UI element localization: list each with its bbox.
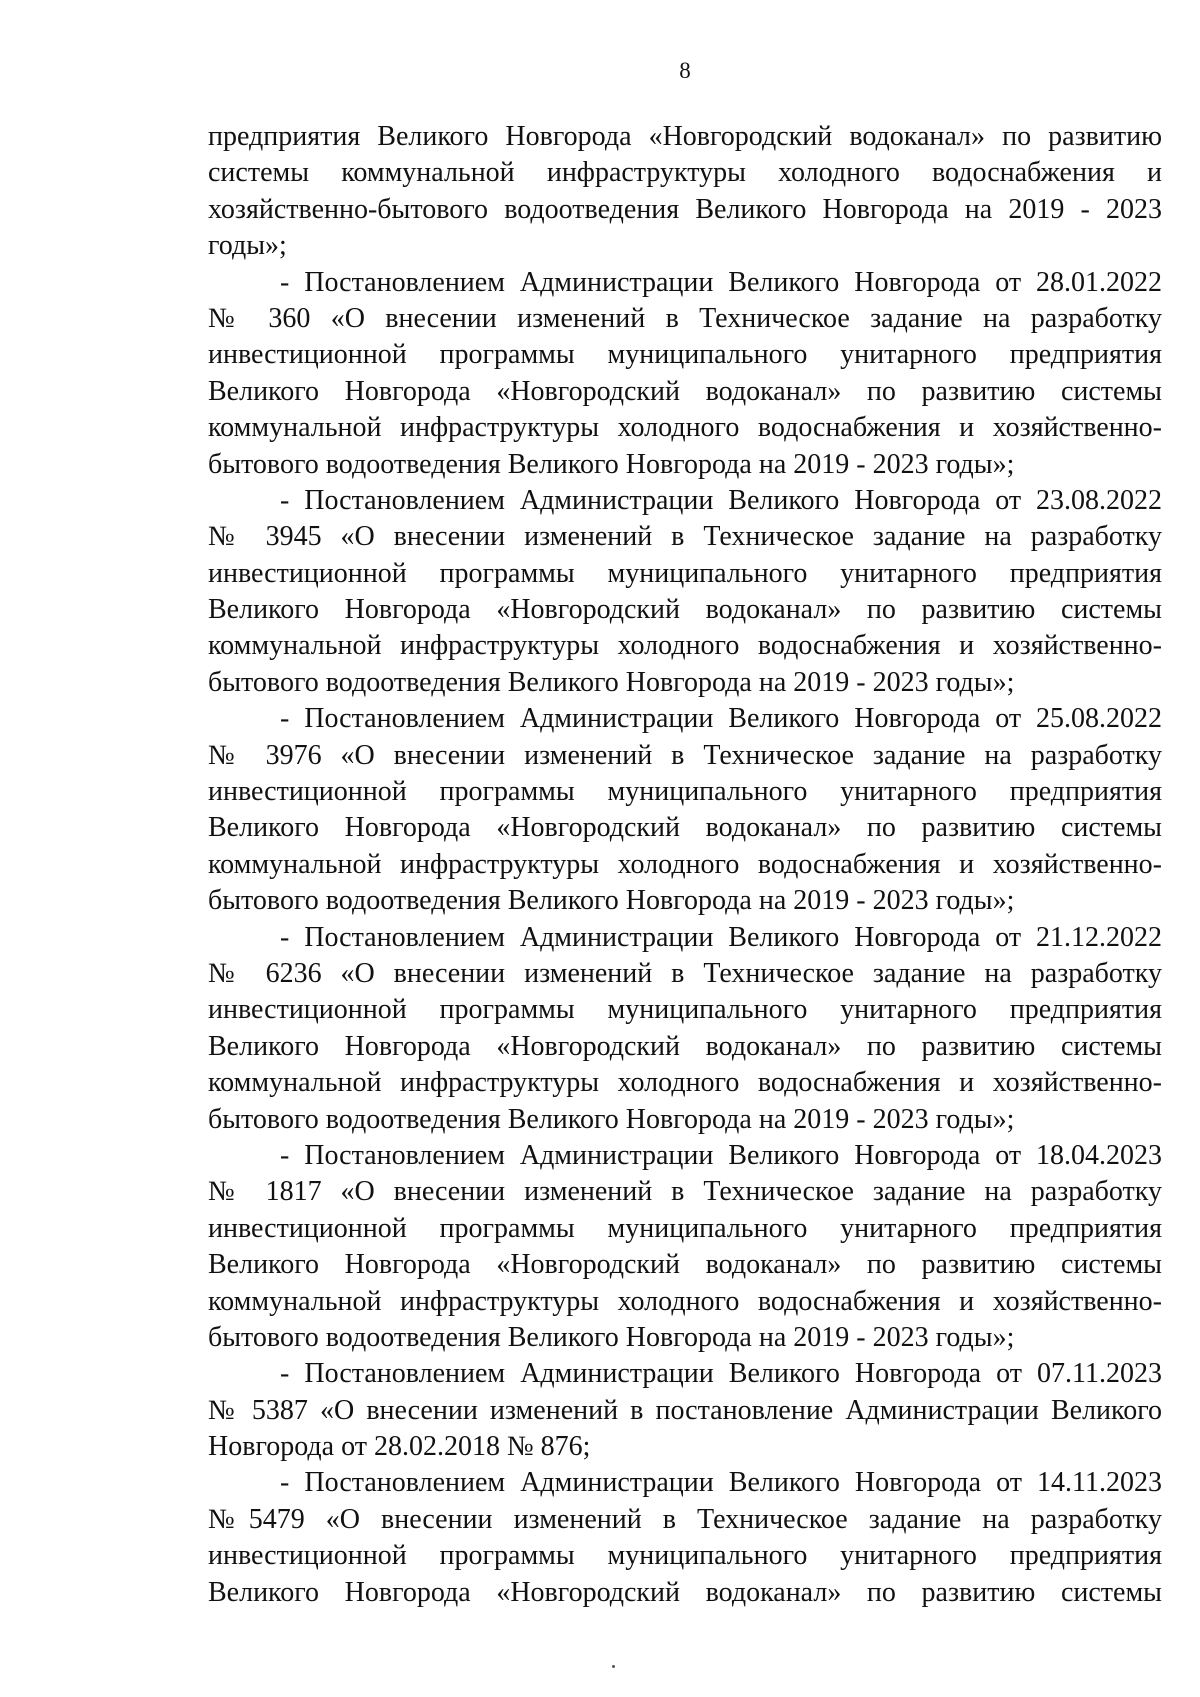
list-item-resolution [208,1138,1162,1356]
text-line: инвестиционной программы муниципального унитарного предприятия [208,339,1162,371]
scan-speck [612,1665,615,1668]
text-line: бытового водоотведения Великого Новгорода на 2019 - 2023 годы»; [208,885,1015,917]
list-item-resolution [208,701,1162,919]
text-line: Великого Новгорода «Новгородский водоканал» по развитию системы [208,594,1162,626]
text-line: № 6236 «О внесении изменений в Техническое задание на разработку [208,957,1162,989]
text-line: коммунальной инфраструктуры холодного водоснабжения и хозяйственно- [208,1285,1162,1317]
text-line: № 5387 «О внесении изменений в постановление Администрации Великого [208,1394,1162,1426]
text-line: инвестиционной программы муниципального унитарного предприятия [208,1212,1162,1244]
text-line: коммунальной инфраструктуры холодного водоснабжения и хозяйственно- [208,848,1162,880]
text-line: Великого Новгорода «Новгородский водоканал» по развитию системы [208,375,1162,407]
text-line: инвестиционной программы муниципального унитарного предприятия [208,1540,1162,1572]
text-line: № 3945 «О внесении изменений в Техническое задание на разработку [208,521,1162,553]
list-item-resolution [208,920,1162,1138]
text-line: бытового водоотведения Великого Новгорода на 2019 - 2023 годы»; [208,448,1015,480]
text-line: - Постановлением Администрации Великого Новгорода от 21.12.2022 [280,921,1162,953]
text-line: - Постановлением Администрации Великого Новгорода от 23.08.2022 [280,484,1162,516]
text-line: хозяйственно-бытового водоотведения Великого Новгорода на 2019 - 2023 [208,193,1162,225]
list-item-resolution [208,265,1162,483]
text-line: - Постановлением Администрации Великого Новгорода от 14.11.2023 [280,1467,1162,1499]
text-line: системы коммунальной инфраструктуры холодного водоснабжения и [208,157,1162,189]
text-line: - Постановлением Администрации Великого Новгорода от 28.01.2022 [280,266,1162,298]
text-line: - Постановлением Администрации Великого Новгорода от 18.04.2023 [280,1139,1162,1171]
list-item-resolution [208,1356,1162,1465]
text-line: Великого Новгорода «Новгородский водоканал» по развитию системы [208,812,1162,844]
text-line: бытового водоотведения Великого Новгорода на 2019 - 2023 годы»; [208,1321,1015,1353]
text-line: № 3976 «О внесении изменений в Техническое задание на разработку [208,739,1162,771]
text-line: бытового водоотведения Великого Новгорода на 2019 - 2023 годы»; [208,666,1015,698]
text-line: № 360 «О внесении изменений в Техническое задание на разработку [208,302,1162,334]
paragraph-continuation [208,119,1162,265]
text-line: предприятия Великого Новгорода «Новгородский водоканал» по развитию [208,121,1162,152]
text-line: инвестиционной программы муниципального унитарного предприятия [208,994,1162,1026]
text-line: Великого Новгорода «Новгородский водоканал» по развитию системы [208,1030,1162,1062]
text-line: инвестиционной программы муниципального унитарного предприятия [208,776,1162,808]
text-line: бытового водоотведения Великого Новгорода на 2019 - 2023 годы»; [208,1103,1015,1135]
text-line: - Постановлением Администрации Великого Новгорода от 25.08.2022 [280,703,1162,735]
text-line: инвестиционной программы муниципального унитарного предприятия [208,557,1162,589]
text-line: Великого Новгорода «Новгородский водоканал» по развитию системы [208,1249,1162,1281]
document-body [208,119,1162,1611]
text-line: Великого Новгорода «Новгородский водоканал» по развитию системы [208,1576,1162,1608]
text-line: коммунальной инфраструктуры холодного водоснабжения и хозяйственно- [208,412,1162,444]
text-line: № 1817 «О внесении изменений в Техническое задание на разработку [208,1176,1162,1208]
text-line: - Постановлением Администрации Великого Новгорода от 07.11.2023 [280,1358,1162,1390]
page-number: 8 [679,58,691,83]
text-line: Новгорода от 28.02.2018 № 876; [208,1431,591,1463]
text-line: №5479 «О внесении изменений в Техническое задание на разработку [208,1503,1162,1535]
list-item-resolution [208,1465,1162,1611]
list-item-resolution [208,483,1162,701]
text-line: годы»; [208,230,287,262]
text-line: коммунальной инфраструктуры холодного водоснабжения и хозяйственно- [208,1067,1162,1099]
text-line: коммунальной инфраструктуры холодного водоснабжения и хозяйственно- [208,630,1162,662]
